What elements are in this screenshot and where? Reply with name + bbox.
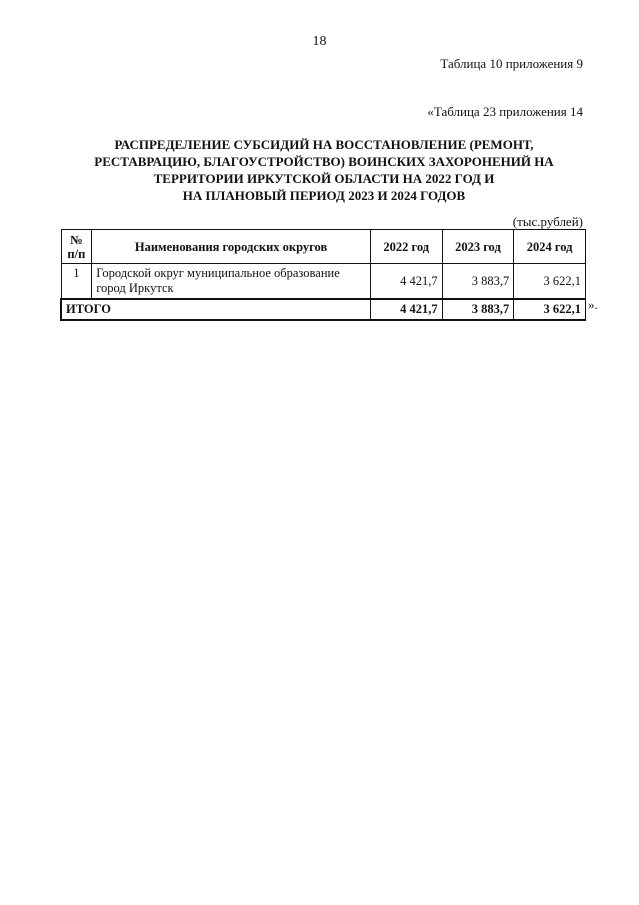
row-number: 1 [61,264,92,300]
document-title [62,136,586,204]
title-line-4: НА ПЛАНОВЫЙ ПЕРИОД 2023 И 2024 ГОДОВ [182,188,466,203]
table-row [61,264,586,300]
row-value-2022: 4 421,7 [370,264,442,300]
total-value-2022: 4 421,7 [370,299,442,320]
table-reference: Таблица 10 приложения 9 [440,56,583,71]
total-label: ИТОГО [61,299,370,320]
row-name: Городской округ муниципальное образование город Иркутск [92,264,371,300]
title-line-2: РЕСТАВРАЦИЮ, БЛАГОУСТРОЙСТВО) ВОИНСКИХ ЗАХОРОНЕНИЙ НА [94,154,554,169]
closing-quote: ». [588,297,598,312]
total-row [61,299,586,320]
total-value-2024: 3 622,1 [514,299,586,320]
header-2023: 2023 год [442,230,514,264]
title-line-3: ТЕРРИТОРИИ ИРКУТСКОЙ ОБЛАСТИ НА 2022 ГОД И [153,171,495,186]
header-number-abbr: п/п [67,246,86,261]
title-line-1: РАСПРЕДЕЛЕНИЕ СУБСИДИЙ НА ВОССТАНОВЛЕНИЕ (РЕМОНТ, [114,137,534,152]
row-value-2024: 3 622,1 [514,264,586,300]
table-reference-quoted: «Таблица 23 приложения 14 [427,104,583,119]
header-2024: 2024 год [514,230,586,264]
header-number [61,230,92,264]
page-number: 18 [312,34,327,49]
table-header-row [61,230,586,264]
header-number-symbol: № [70,232,83,247]
subsidies-table [60,229,586,321]
header-2022: 2022 год [370,230,442,264]
total-value-2023: 3 883,7 [442,299,514,320]
units-label: (тыс.рублей) [512,214,583,229]
row-value-2023: 3 883,7 [442,264,514,300]
header-name: Наименования городских округов [92,230,371,264]
